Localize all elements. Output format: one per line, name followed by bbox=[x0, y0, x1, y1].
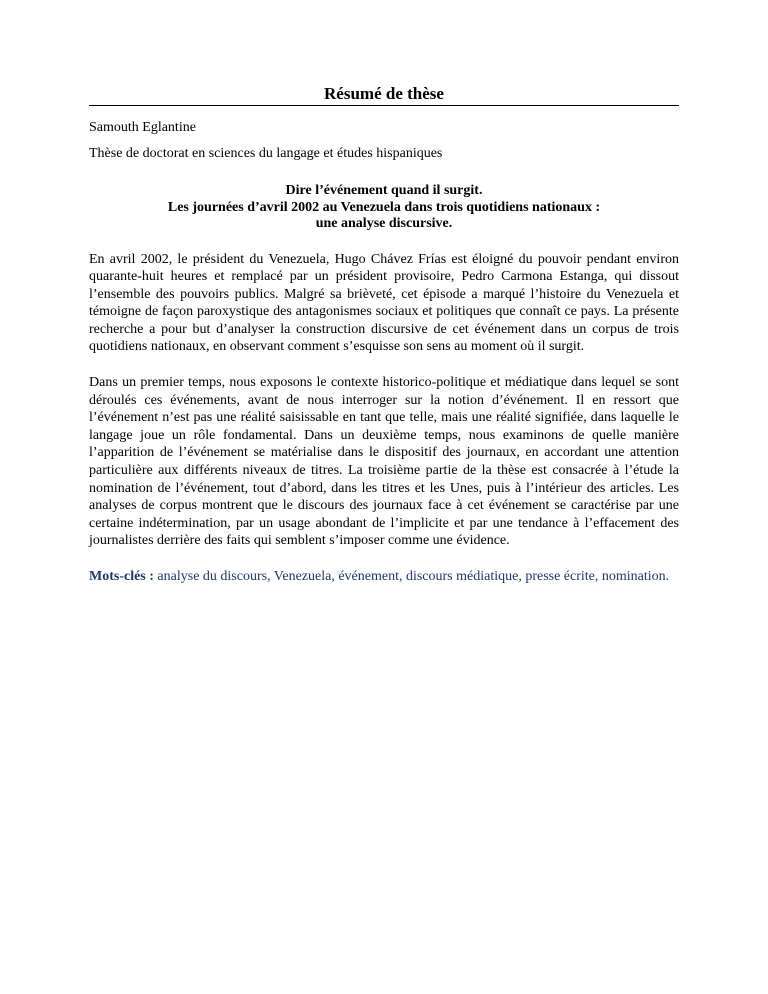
subtitle-line-3: une analyse discursive. bbox=[315, 216, 453, 231]
abstract-paragraph-1: En avril 2002, le président du Venezuela, Hugo Chávez Frías est éloigné du pouvoir pendant environ quarante-huit heures et remplacé par un président provisoire, Pedro Carmona Estanga, qui dissout l’ensemble des pouvoirs publics. Malgré sa brièveté, cet épisode a marqué l’histoire du Venezuela et témoigne de façon paroxystique des antagonismes sociaux et politiques que connaît ce pays. La présente recherche a pour but d’analyser la construction discursive de cet événement dans un corpus de trois quotidiens nationaux, en observant comment s’esquisse son sens au moment où il surgit. bbox=[89, 251, 679, 355]
subtitle-line-2: Les journées d’avril 2002 au Venezuela dans trois quotidiens nationaux : bbox=[167, 199, 601, 215]
keywords-label: Mots-clés : bbox=[89, 569, 154, 584]
abstract-paragraph-2: Dans un premier temps, nous exposons le contexte historico-politique et médiatique dans lequel se sont déroulés ces événements, avant de nous interroger sur la notion d’événement. Il en ressort que l’événement n’est pas une réalité saisissable en tant que telle, mais une réalité signifiée, dans laquelle le langage joue un rôle fondamental. Dans un deuxième temps, nous examinons de quelle manière l’apparition de l’événement se matérialise dans le dispositif des journaux, en accordant une attention particulière aux différents niveaux de titres. La troisième partie de la thèse est consacrée à l’étude la nomination de l’événement, tout d’abord, dans les titres et les Unes, puis à l’intérieur des articles. Les analyses de corpus montrent que le discours des journaux face à cet événement se caractérise par une certaine indétermination, par un usage abondant de l’implicite et par une tendance à l’effacement des journalistes derrière des faits qui semblent s’imposer comme une évidence. bbox=[89, 375, 679, 549]
document-title: Résumé de thèse bbox=[89, 84, 679, 106]
keywords-list: analyse du discours, Venezuela, événement, discours médiatique, presse écrite, nomination. bbox=[153, 569, 670, 584]
document-page bbox=[89, 84, 679, 586]
subtitle-line-1: Dire l’événement quand il surgit. bbox=[285, 183, 483, 198]
thesis-type: Thèse de doctorat en sciences du langage et études hispaniques bbox=[89, 146, 443, 161]
author-name: Samouth Eglantine bbox=[89, 120, 196, 135]
thesis-subtitle bbox=[89, 183, 679, 233]
keywords bbox=[89, 568, 679, 586]
